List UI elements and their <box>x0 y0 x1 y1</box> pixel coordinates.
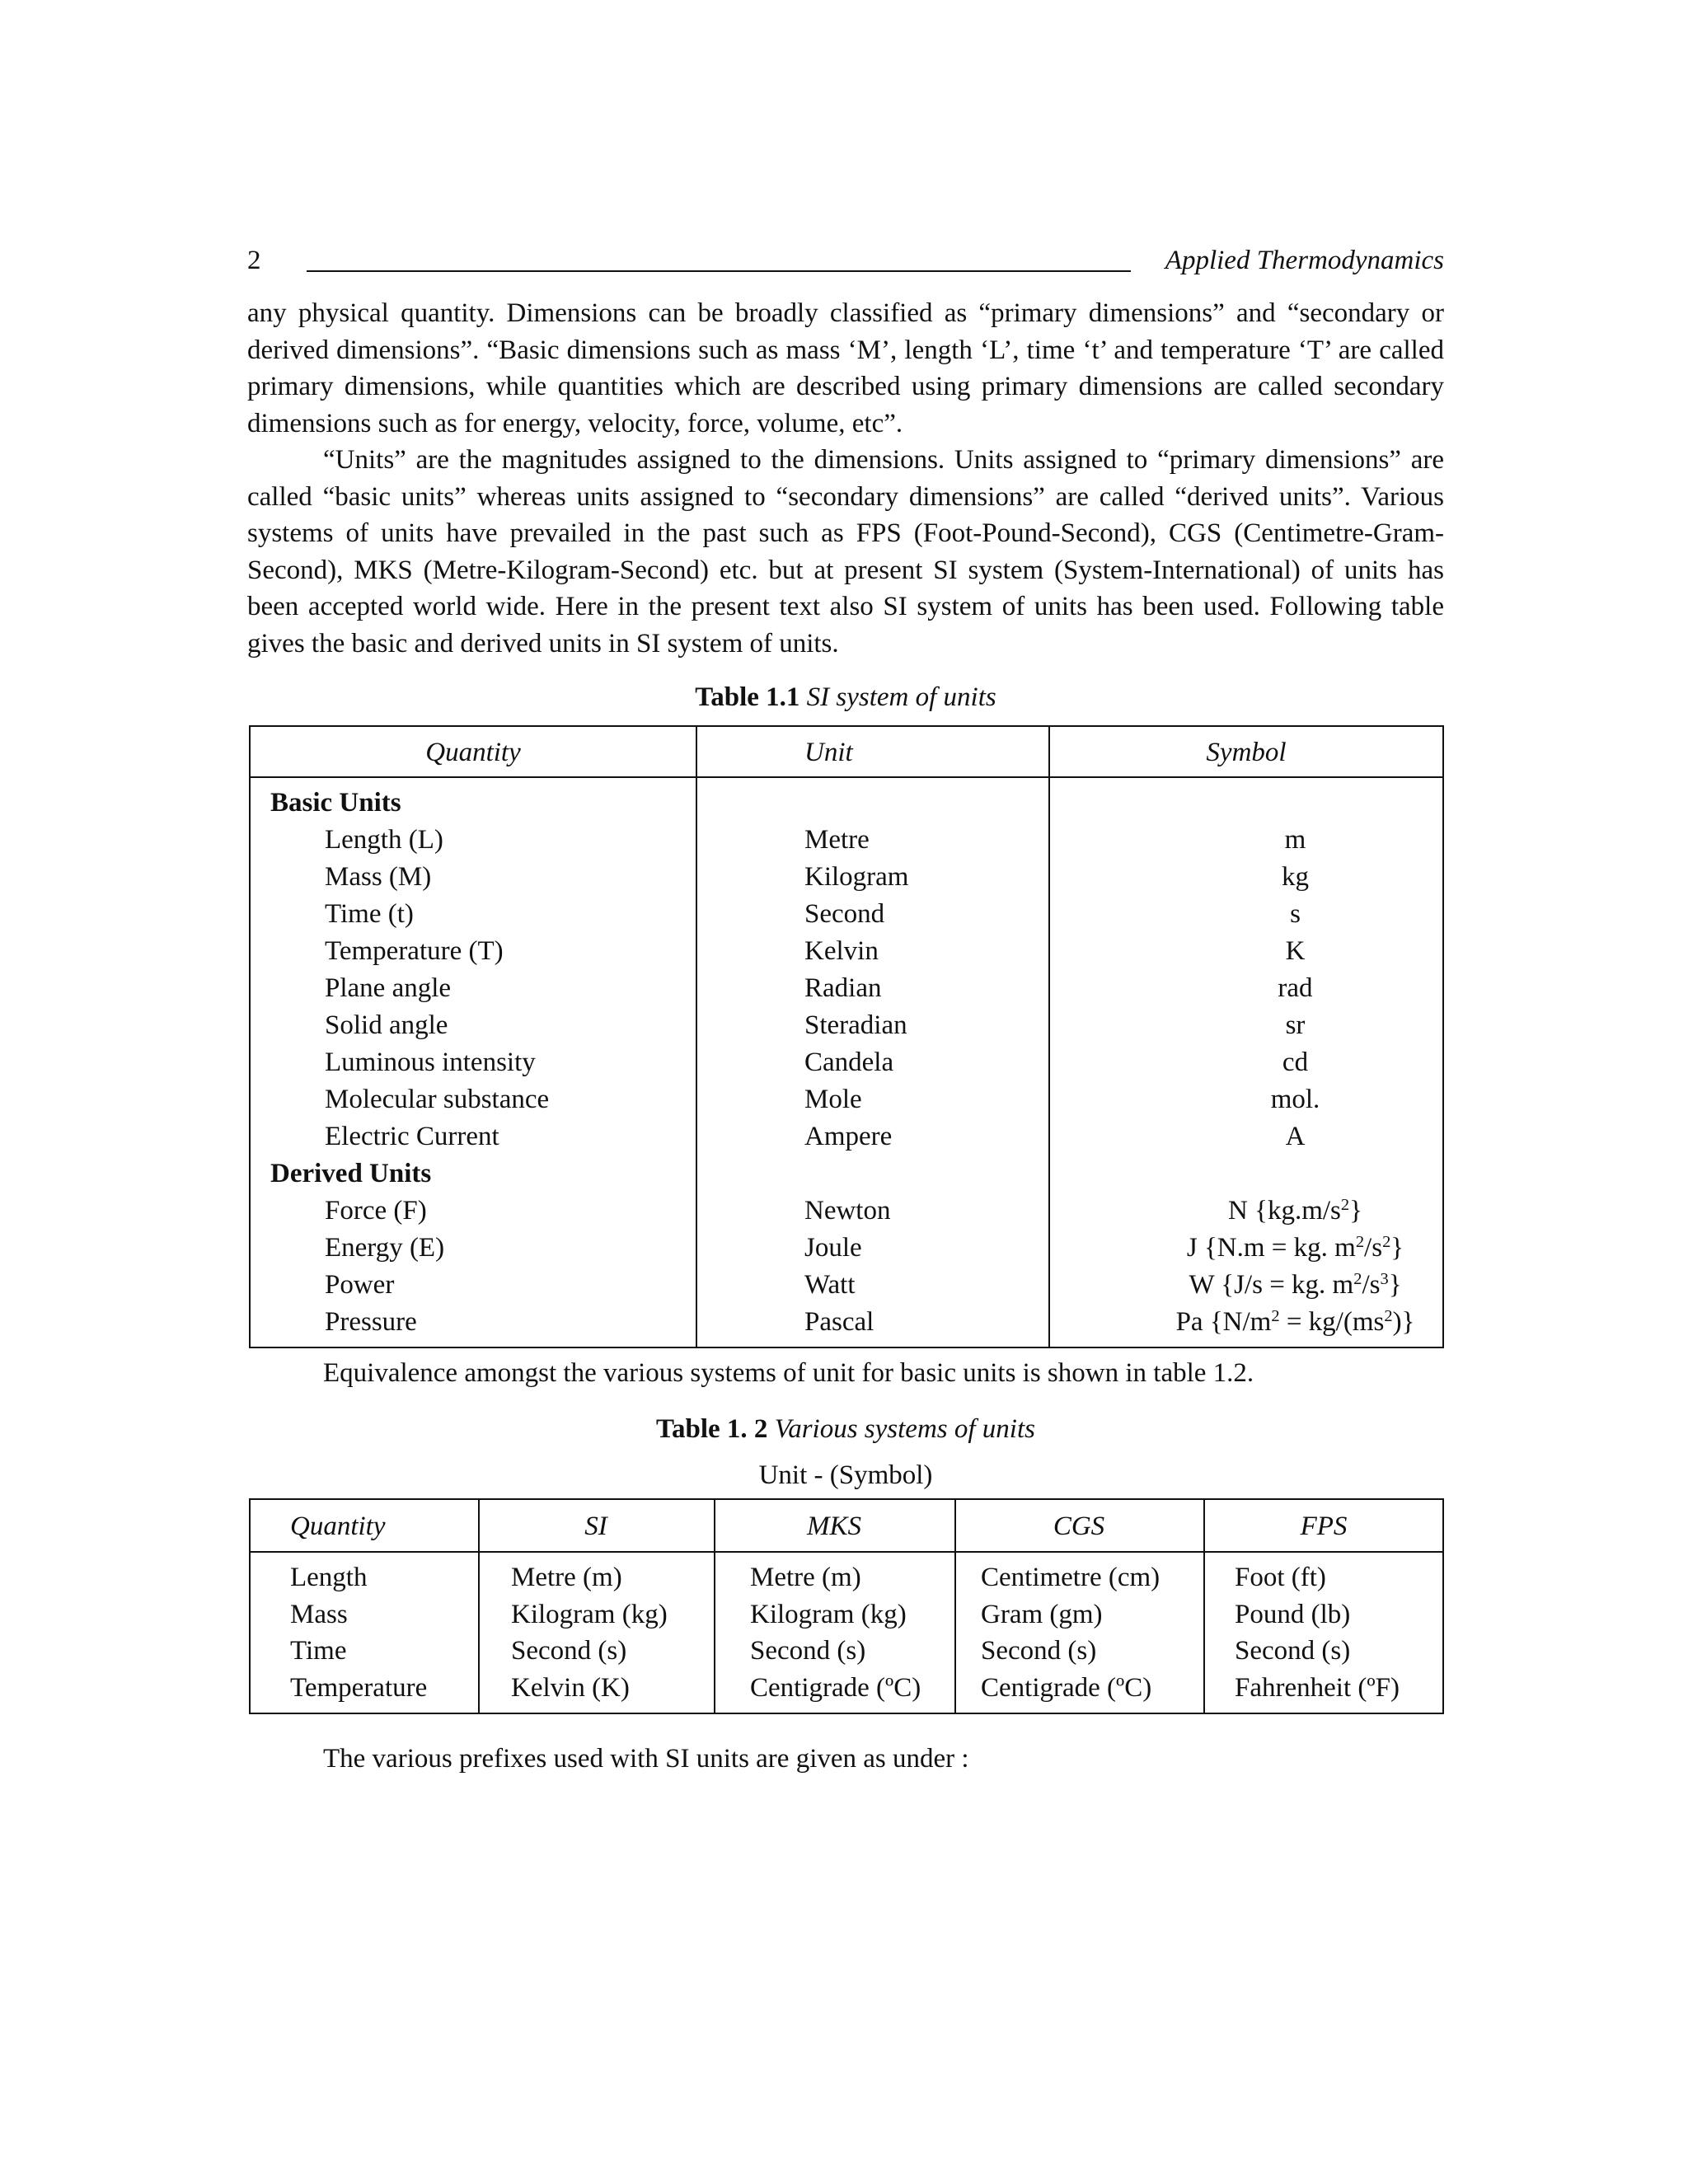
table1-caption <box>247 679 1444 715</box>
section-heading: Derived Units <box>270 1159 432 1188</box>
header-quantity: Quantity <box>290 1511 386 1541</box>
table-row <box>251 1081 1442 1118</box>
cell-cgs: Centimetre (cm) <box>981 1563 1160 1592</box>
cell-quantity: Electric Current <box>325 1122 499 1151</box>
cell-symbol: s <box>1290 899 1301 929</box>
cell-unit: Metre <box>804 825 870 855</box>
cell-symbol: rad <box>1278 973 1313 1003</box>
table2-sublabel: Unit - (Symbol) <box>758 1460 933 1490</box>
header-si: SI <box>584 1511 607 1541</box>
table-row <box>251 1230 1442 1267</box>
column-divider <box>714 1500 715 1713</box>
cell-unit: Ampere <box>804 1122 893 1151</box>
cell-symbol: mol. <box>1270 1085 1320 1114</box>
table-section-row <box>251 785 1442 822</box>
table-row <box>251 1559 1442 1596</box>
table2-caption <box>247 1411 1444 1447</box>
cell-quantity: Molecular substance <box>325 1085 550 1114</box>
table-row <box>251 822 1442 859</box>
cell-unit: Second <box>804 899 885 929</box>
cell-unit: Pascal <box>804 1307 874 1337</box>
cell-unit: Joule <box>804 1233 862 1263</box>
header-cgs: CGS <box>1053 1511 1105 1541</box>
cell-symbol: N $\{kg.m/s^2\}$ <box>1228 1195 1362 1226</box>
cell-symbol: J {N.m = kg. $m^2/s^2$} <box>1186 1232 1404 1263</box>
table-row <box>251 933 1442 970</box>
page-number: 2 <box>247 246 261 275</box>
cell-quantity: Plane angle <box>325 973 452 1003</box>
cell-si: Metre (m) <box>511 1563 622 1592</box>
paragraph-text: any physical quantity. Dimensions can be broadly classified as “primary dimensions” and “secondary or derived dimensions”. “Basic dimensions such as mass ‘M’, length ‘L’, time ‘t’ and temperature ‘T’ are called primary dimensions, while quantities which are described using primary dimensions are called secondary dimensions such as for energy, velocity, force, volume, etc”. <box>247 298 1444 438</box>
cell-cgs: Second (s) <box>981 1636 1097 1666</box>
table1-caption-title: SI system of units <box>806 682 996 712</box>
header-unit: Unit <box>804 738 853 767</box>
cell-mks: Metre (m) <box>750 1563 861 1592</box>
running-head: Applied Thermodynamics <box>1165 246 1444 275</box>
cell-symbol: K <box>1285 936 1306 966</box>
table-row <box>251 859 1442 896</box>
header-quantity: Quantity <box>425 738 521 767</box>
cell-unit: Kilogram <box>804 862 909 892</box>
cell-quantity: Pressure <box>325 1307 417 1337</box>
cell-quantity: Solid angle <box>325 1010 448 1040</box>
si-units-table <box>249 725 1444 1348</box>
header-fps: FPS <box>1300 1511 1348 1541</box>
table2-caption-label: Table 1. 2 <box>656 1414 768 1444</box>
cell-mks: Kilogram (kg) <box>750 1599 907 1629</box>
cell-quantity: Force (F) <box>325 1196 427 1226</box>
column-divider <box>478 1500 480 1713</box>
cell-symbol: m <box>1284 825 1306 855</box>
cell-mks: Centigrade (ºC) <box>750 1672 921 1703</box>
table-section-row <box>251 1155 1442 1193</box>
cell-quantity: Mass <box>290 1599 348 1629</box>
cell-symbol: Pa $\{N/m^2 = kg/(ms^2)\}$ <box>1175 1306 1415 1337</box>
header-rule <box>307 270 1131 272</box>
table-row <box>251 1596 1442 1633</box>
table-row <box>251 1670 1442 1707</box>
table1-body <box>251 785 1442 1341</box>
cell-quantity: Mass (M) <box>325 862 432 892</box>
table-row <box>251 1304 1442 1341</box>
cell-quantity: Time <box>290 1636 347 1666</box>
cell-cgs: Gram (gm) <box>981 1599 1103 1629</box>
cell-fps: Pound (lb) <box>1235 1599 1351 1629</box>
prefixes-intro-text: The various prefixes used with SI units are given as under : <box>323 1744 969 1774</box>
cell-unit: Newton <box>804 1196 891 1226</box>
paragraph-dimensions <box>247 295 1444 442</box>
table-row <box>251 1267 1442 1304</box>
cell-symbol: kg <box>1282 862 1309 892</box>
column-divider <box>1203 1500 1205 1713</box>
cell-quantity: Temperature <box>290 1672 428 1703</box>
table-row <box>251 1007 1442 1044</box>
column-divider <box>954 1500 956 1713</box>
cell-symbol: W {J/s = kg. $m^2/s^3$} <box>1189 1269 1402 1300</box>
cell-quantity: Time (t) <box>325 899 414 929</box>
page-header <box>247 241 1444 280</box>
cell-symbol: A <box>1285 1122 1306 1151</box>
cell-symbol: cd <box>1282 1047 1309 1077</box>
cell-quantity: Temperature (T) <box>325 936 504 966</box>
table-row <box>251 1633 1442 1670</box>
section-heading: Basic Units <box>270 788 401 818</box>
cell-fps: Fahrenheit (ºF) <box>1235 1672 1400 1703</box>
table-row <box>251 896 1442 933</box>
table2-body <box>251 1559 1442 1706</box>
cell-quantity: Power <box>325 1270 395 1300</box>
table-row <box>251 970 1442 1007</box>
table1-caption-label: Table 1.1 <box>695 682 800 712</box>
cell-symbol: sr <box>1285 1010 1306 1040</box>
cell-unit: Kelvin <box>804 936 879 966</box>
cell-quantity: Energy (E) <box>325 1233 445 1263</box>
cell-si: Kilogram (kg) <box>511 1599 668 1629</box>
header-mks: MKS <box>807 1511 861 1541</box>
cell-unit: Steradian <box>804 1010 907 1040</box>
cell-fps: Second (s) <box>1235 1636 1351 1666</box>
cell-unit: Watt <box>804 1270 856 1300</box>
cell-mks: Second (s) <box>750 1636 866 1666</box>
header-symbol: Symbol <box>1206 738 1287 767</box>
paragraph-text: “Units” are the magnitudes assigned to the dimensions. Units assigned to “primary dimensions” are called “basic units” whereas units assigned to “secondary dimensions” are called “derived units”. Various systems of units have prevailed in the past such as FPS (Foot-Pound-Second), CGS (Centimetre-Gram-Second), MKS (Metre-Kilogram-Second) etc. but at present SI system (System-International) of units has been accepted world wide. Here in the present text also SI system of units has been used. Following table gives the basic and derived units in SI system of units. <box>247 445 1444 658</box>
equivalence-text: Equivalence amongst the various systems of unit for basic units is shown in table 1.2. <box>323 1358 1254 1388</box>
table-row <box>251 1193 1442 1230</box>
cell-unit: Mole <box>804 1085 862 1114</box>
cell-si: Second (s) <box>511 1636 627 1666</box>
cell-unit: Radian <box>804 973 882 1003</box>
cell-cgs: Centigrade (ºC) <box>981 1672 1152 1703</box>
cell-quantity: Length (L) <box>325 825 443 855</box>
cell-quantity: Length <box>290 1563 368 1592</box>
table-row <box>251 1118 1442 1155</box>
cell-fps: Foot (ft) <box>1235 1563 1326 1592</box>
cell-si: Kelvin (K) <box>511 1672 630 1703</box>
unit-systems-table <box>249 1498 1444 1714</box>
table-row <box>251 1044 1442 1081</box>
cell-quantity: Luminous intensity <box>325 1047 536 1077</box>
table2-caption-title: Various systems of units <box>774 1414 1035 1444</box>
cell-unit: Candela <box>804 1047 894 1077</box>
paragraph-units <box>247 442 1444 662</box>
